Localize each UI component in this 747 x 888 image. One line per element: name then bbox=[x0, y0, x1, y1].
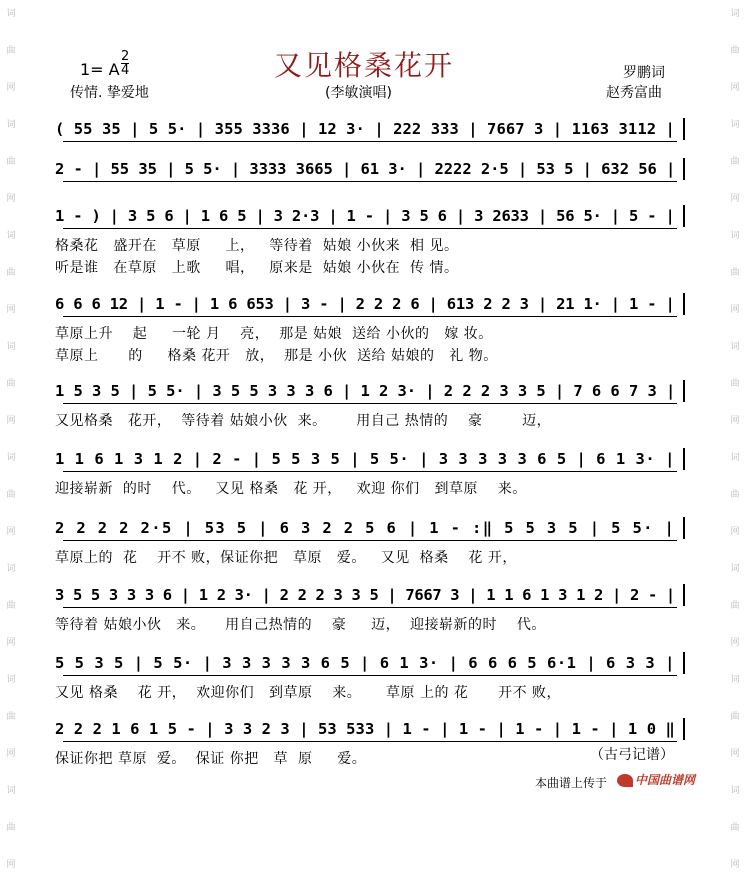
watermark-char: 曲 bbox=[6, 268, 16, 278]
watermark-char: 网 bbox=[6, 83, 16, 93]
expression-mark: 传情. 挚爱地 bbox=[70, 85, 149, 101]
watermark-char: 网 bbox=[6, 638, 16, 648]
lyric-line: 草原上升 起 一轮 月 亮， 那是 姑娘 送给 小伙的 嫁 妆。 bbox=[55, 326, 493, 342]
watermark-char: 词 bbox=[730, 453, 740, 463]
beam-line bbox=[63, 141, 677, 142]
beam-line bbox=[63, 181, 677, 182]
composer: 赵秀富曲 bbox=[606, 85, 662, 101]
beam-line bbox=[63, 316, 677, 317]
watermark-char: 曲 bbox=[6, 712, 16, 722]
notation-line: 2 2 2 2 2·5 | 53 5 | 6 3 2 2 5 6 | 1 - :‖ 5 5 3 5 | 5 5· | bbox=[55, 519, 676, 537]
lyricist: 罗鹏词 bbox=[623, 65, 665, 81]
watermark-char: 词 bbox=[730, 9, 740, 19]
watermark-char: 网 bbox=[6, 749, 16, 759]
watermark-char: 曲 bbox=[6, 490, 16, 500]
watermark-char: 词 bbox=[6, 9, 16, 19]
watermark-char: 网 bbox=[730, 527, 740, 537]
watermark-char: 词 bbox=[730, 786, 740, 796]
watermark-char: 网 bbox=[6, 194, 16, 204]
notation-line: 5 5 3 5 | 5 5· | 3 3 3 3 3 6 5 | 6 1 3· | 6 6 6 5 6·1 | 6 3 3 | bbox=[55, 654, 675, 672]
barline bbox=[683, 293, 685, 315]
notation-line: 6 6 6 12 | 1 - | 1 6 653 | 3 - | 2 2 2 6 | 613 2 2 3 | 21 1· | 1 - | bbox=[55, 295, 675, 313]
notation-line: 1 - ) | 3 5 6 | 1 6 5 | 3 2·3 | 1 - | 3 5 6 | 3 2633 | 56 5· | 5 - | bbox=[55, 207, 675, 225]
watermark-char: 词 bbox=[730, 231, 740, 241]
barline bbox=[683, 205, 685, 227]
time-signature-bottom: 4 bbox=[121, 63, 130, 78]
watermark-right-strip bbox=[724, 0, 746, 870]
performer-note: (李敏演唱) bbox=[325, 85, 392, 101]
notation-line: 2 - | 55 35 | 5 5· | 3333 3665 | 61 3· | 2222 2·5 | 53 5 | 632 56 | bbox=[55, 160, 676, 178]
beam-line bbox=[63, 741, 677, 742]
key-signature: 1= A bbox=[80, 60, 120, 79]
barline bbox=[683, 584, 685, 606]
lyric-line: 草原上的 花 开不 败，保证你把 草原 爱。 又见 格桑 花 开， bbox=[55, 550, 517, 566]
notation-line: 2 2 2 1 6 1 5 - | 3 3 2 3 | 53 533 | 1 - | 1 - | 1 - | 1 - | 1 0 ‖ bbox=[55, 720, 675, 738]
watermark-char: 曲 bbox=[730, 379, 740, 389]
barline bbox=[683, 118, 685, 140]
watermark-char: 曲 bbox=[6, 157, 16, 167]
watermark-char: 词 bbox=[6, 120, 16, 130]
beam-line bbox=[63, 540, 677, 541]
barline bbox=[683, 652, 685, 674]
time-signature bbox=[121, 50, 129, 77]
beam-line bbox=[63, 607, 677, 608]
song-title: 又见格桑花开 bbox=[274, 49, 455, 82]
beam-line bbox=[63, 228, 677, 229]
notation-line: 1 1 6 1 3 1 2 | 2 - | 5 5 3 5 | 5 5· | 3 3 3 3 3 6 5 | 6 1 3· | bbox=[55, 450, 675, 468]
watermark-char: 词 bbox=[730, 675, 740, 685]
watermark-char: 网 bbox=[730, 749, 740, 759]
lyric-line: 又见格桑 花开， 等待着 姑娘小伙 来。 用自己 热情的 豪 迈， bbox=[55, 413, 552, 429]
watermark-char: 网 bbox=[6, 860, 16, 870]
barline bbox=[683, 448, 685, 470]
watermark-char: 网 bbox=[730, 416, 740, 426]
notation-line: 1 5 3 5 | 5 5· | 3 5 5 3 3 3 6 | 1 2 3· | 2 2 2 3 3 5 | 7 6 6 7 3 | bbox=[55, 382, 676, 400]
watermark-char: 网 bbox=[730, 83, 740, 93]
watermark-char: 曲 bbox=[730, 601, 740, 611]
watermark-char: 网 bbox=[730, 305, 740, 315]
watermark-char: 词 bbox=[6, 342, 16, 352]
watermark-char: 词 bbox=[730, 342, 740, 352]
lyric-line: 草原上 的 格桑 花开 放， 那是 小伙 送给 姑娘的 礼 物。 bbox=[55, 348, 498, 364]
notation-line: 3 5 5 3 3 3 6 | 1 2 3· | 2 2 2 3 3 5 | 7667 3 | 1 1 6 1 3 1 2 | 2 - | bbox=[55, 586, 675, 604]
lyric-line: 格桑花 盛开在 草原 上， 等待着 姑娘 小伙来 相 见。 bbox=[55, 238, 459, 254]
watermark-char: 曲 bbox=[730, 823, 740, 833]
beam-line bbox=[63, 675, 677, 676]
lyric-line: 又见 格桑 花 开， 欢迎你们 到草原 来。 草原 上的 花 开不 败， bbox=[55, 685, 562, 701]
watermark-char: 曲 bbox=[730, 268, 740, 278]
site-logo bbox=[617, 771, 695, 788]
lyric-line: 迎接崭新 的时 代。 又见 格桑 花 开， 欢迎 你们 到草原 来。 bbox=[55, 481, 527, 497]
barline bbox=[683, 718, 685, 740]
watermark-left-strip bbox=[0, 0, 22, 870]
watermark-char: 网 bbox=[6, 527, 16, 537]
watermark-char: 曲 bbox=[730, 712, 740, 722]
lyric-line: 等待着 姑娘小伙 来。 用自己热情的 豪 迈， 迎接崭新的时 代。 bbox=[55, 617, 546, 633]
beam-line bbox=[63, 403, 677, 404]
watermark-char: 曲 bbox=[6, 601, 16, 611]
watermark-char: 词 bbox=[6, 453, 16, 463]
watermark-char: 词 bbox=[730, 120, 740, 130]
notation-line: ( 55 35 | 5 5· | 355 3336 | 12 3· | 222 333 | 7667 3 | 1163 3112 | bbox=[55, 120, 675, 138]
watermark-char: 词 bbox=[6, 786, 16, 796]
watermark-char: 曲 bbox=[730, 490, 740, 500]
time-signature-top: 2 bbox=[121, 49, 130, 64]
watermark-char: 词 bbox=[730, 564, 740, 574]
watermark-char: 词 bbox=[6, 564, 16, 574]
transcriber-credit: （古弓记谱） bbox=[590, 747, 674, 763]
lyric-line: 听是谁 在草原 上歌 唱， 原来是 姑娘 小伙在 传 情。 bbox=[55, 260, 459, 276]
watermark-char: 词 bbox=[6, 231, 16, 241]
watermark-char: 网 bbox=[6, 305, 16, 315]
upload-note: 本曲谱上传于 bbox=[535, 776, 608, 790]
lyric-line: 保证你把 草原 爱。 保证 你把 草 原 爱。 bbox=[55, 751, 367, 767]
logo-icon bbox=[617, 774, 633, 787]
logo-text: 中国曲谱网 bbox=[635, 773, 696, 787]
watermark-char: 曲 bbox=[730, 46, 740, 56]
watermark-char: 曲 bbox=[730, 157, 740, 167]
watermark-char: 曲 bbox=[6, 823, 16, 833]
watermark-char: 曲 bbox=[6, 379, 16, 389]
barline bbox=[683, 158, 685, 180]
barline bbox=[683, 517, 685, 539]
barline bbox=[683, 380, 685, 402]
watermark-char: 网 bbox=[6, 416, 16, 426]
watermark-char: 网 bbox=[730, 638, 740, 648]
watermark-char: 曲 bbox=[6, 46, 16, 56]
watermark-char: 词 bbox=[6, 675, 16, 685]
watermark-char: 网 bbox=[730, 860, 740, 870]
watermark-char: 网 bbox=[730, 194, 740, 204]
beam-line bbox=[63, 471, 677, 472]
